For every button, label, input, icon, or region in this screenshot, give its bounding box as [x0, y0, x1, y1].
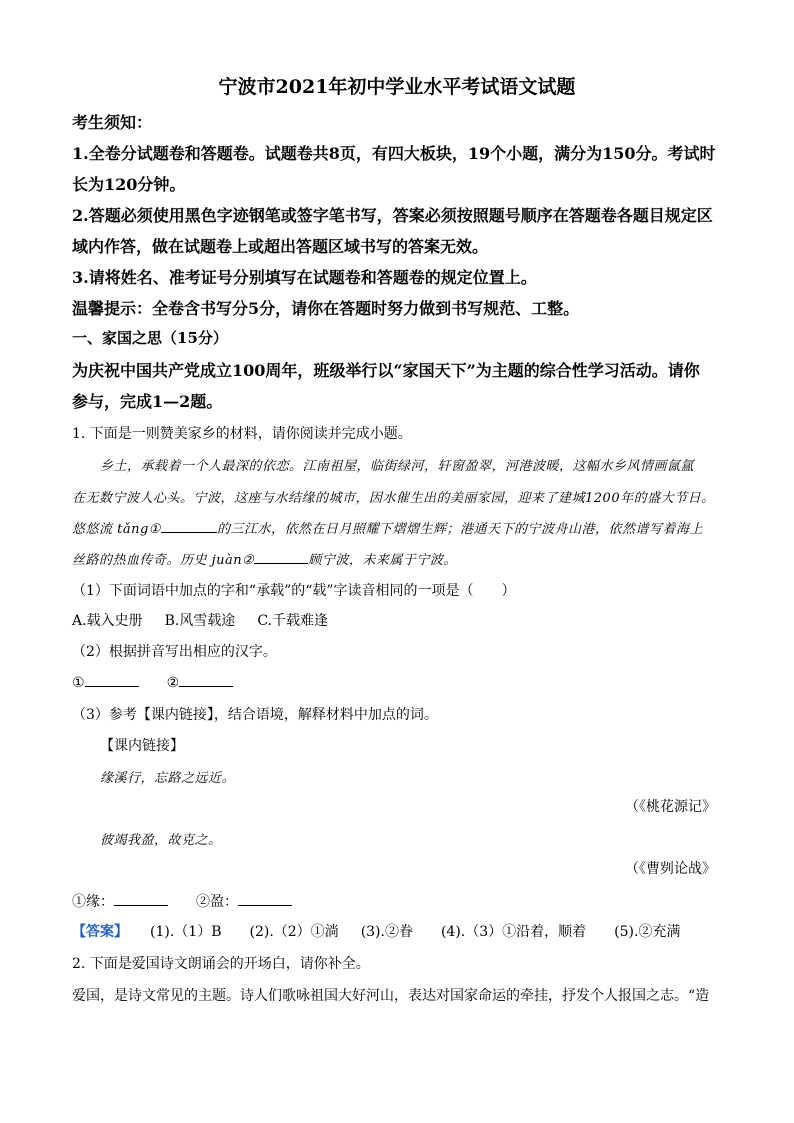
- link-source-2: （《曹刿论战》: [625, 861, 716, 877]
- section-1-intro-line-2: 参与，完成1—2题。: [72, 392, 223, 411]
- answer-line: [72, 921, 680, 941]
- subquestion-3: （3）参考【课内链接】，结合语境，解释材料中加点的词。: [72, 707, 438, 723]
- link-label: 【课内链接】: [100, 738, 184, 754]
- blank-1-marker: ①: [72, 675, 85, 691]
- answer-4: (4).（3）①沿着，顺着: [440, 924, 587, 940]
- explain-blanks: [72, 891, 292, 911]
- answer-blank-2[interactable]: [179, 672, 233, 687]
- passage-line-4-end: 顾宁波，未来属于宁波。: [308, 553, 457, 568]
- answer-1: (1).（1）B: [150, 924, 222, 940]
- notice-tip: 温馨提示：全卷含书写分5分，请你在答题时努力做到书写规范、工整。: [72, 299, 580, 318]
- answer-blank-1[interactable]: [85, 672, 139, 687]
- notice-item-2-line-2: 域内作答，做在试题卷上或超出答题区域书写的答案无效。: [72, 237, 489, 256]
- answer-2: (2).（2）①淌: [249, 924, 339, 940]
- question-2-stem: 2. 下面是爱国诗文朗诵会的开场白，请你补全。: [72, 956, 370, 972]
- subquestion-1: （1）下面词语中加点的字和“承载”的“载”字读音相同的一项是（ ）: [72, 583, 516, 599]
- section-1-heading: 一、家国之思（15分）: [72, 329, 228, 347]
- notice-heading: 考生须知：: [72, 113, 153, 132]
- subquestion-2: （2）根据拼音写出相应的汉字。: [72, 644, 277, 660]
- link-quote-1: 缘溪行，忘路之远近。: [100, 771, 236, 786]
- link-quote-2: 彼竭我盈，故克之。: [100, 833, 222, 848]
- notice-item-1-line-1: 1.全卷分试题卷和答题卷。试题卷共8页，有四大板块，19个小题，满分为150分。考试时: [72, 144, 716, 163]
- section-1-intro-line-1: 为庆祝中国共产党成立100周年，班级举行以“家国天下”为主题的综合性学习活动。请你: [72, 361, 700, 380]
- notice-item-2-line-1: 2.答题必须使用黑色字迹钢笔或签字笔书写，答案必须按照题号顺序在答题卷各题目规定区: [72, 206, 713, 225]
- answer-tag: 【答案】: [72, 924, 128, 940]
- question-1-stem: 1. 下面是一则赞美家乡的材料，请你阅读并完成小题。: [72, 426, 412, 442]
- option-a: A.载入史册: [72, 613, 143, 629]
- answer-3: (3).②眷: [360, 924, 413, 940]
- passage-line-3: [72, 518, 703, 537]
- question-2-text: 爱国，是诗文常见的主题。诗人们歌咏祖国大好河山，表达对国家命运的牵挂，抒发个人报国之志。“造: [72, 988, 710, 1004]
- pinyin-blank-1[interactable]: [161, 518, 217, 533]
- answer-5: (5).②充满: [614, 924, 681, 940]
- explain-2-label: ②盈：: [196, 894, 238, 910]
- explain-1-label: ①缘：: [72, 894, 114, 910]
- subquestion-1-options: [72, 610, 328, 630]
- blank-2-marker: ②: [166, 675, 180, 691]
- explain-blank-2[interactable]: [238, 891, 292, 906]
- subquestion-2-blanks: [72, 672, 233, 691]
- option-b: B.风雪载途: [164, 613, 236, 629]
- notice-item-1-line-2: 长为120分钟。: [72, 175, 186, 194]
- passage-line-1: 乡土，承载着一个人最深的依恋。江南祖屋，临街绿河，轩窗盈翠，河港波暖，这幅水乡风情画氤氲: [100, 459, 695, 474]
- pinyin-blank-2[interactable]: [254, 549, 308, 564]
- link-source-1: （《桃花源记》: [625, 799, 716, 815]
- passage-line-3-start: 悠悠流 tǎng①: [72, 522, 161, 537]
- passage-line-3-end: 的三江水，依然在日月照耀下熠熠生辉；港通天下的宁波舟山港，依然谱写着海上: [216, 522, 703, 537]
- passage-line-4: [72, 549, 457, 568]
- page-title: 宁波市2021年初中学业水平考试语文试题: [218, 76, 576, 98]
- passage-line-2: 在无数宁波人心头。宁波，这座与水结缘的城市，因水催生出的美丽家园，迎来了建城1200年的盛大节日。: [72, 491, 715, 506]
- option-c: C.千载难逢: [257, 613, 328, 629]
- explain-blank-1[interactable]: [114, 891, 168, 906]
- passage-line-4-start: 丝路的热血传奇。历史 juàn②: [72, 553, 255, 568]
- notice-item-3: 3.请将姓名、准考证号分别填写在试题卷和答题卷的规定位置上。: [72, 268, 537, 287]
